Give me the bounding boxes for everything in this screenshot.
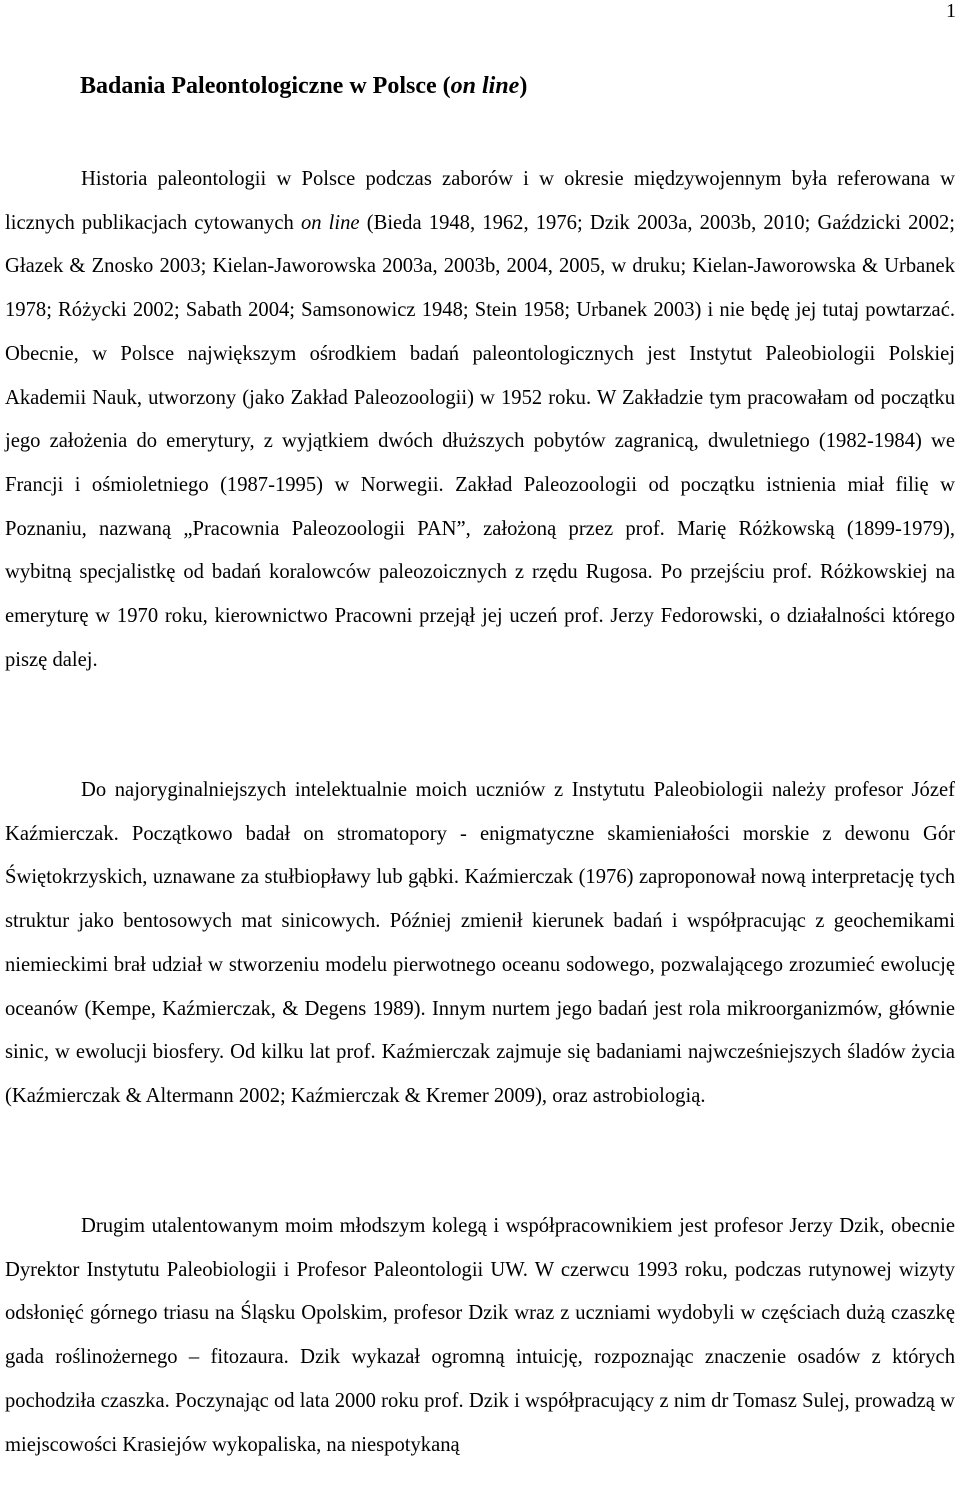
paragraph-history <box>5 158 955 682</box>
title-italic: on line <box>450 73 520 99</box>
title-main: Badania Paleontologiczne w Polsce ( <box>80 73 451 99</box>
document-title <box>80 70 527 102</box>
page-number: 1 <box>946 0 956 22</box>
paragraph-kazmierczak: Do najoryginalniejszych intelektualnie moich uczniów z Instytutu Paleobiologii należy profesor Józef Kaźmierczak. Początkowo badał on stromatopory - enigmatyczne skamieniałości morskie z dewonu Gór Świętokrzyskich, uznawane za stułbiopławy lub gąbki. Kaźmierczak (1976) zaproponował nową interpretację tych struktur jako bentosowych mat sinicowych. Później zmienił kierunek badań i współpracując z geochemikami niemieckimi brał udział w stworzeniu modelu pierwotnego oceanu sodowego, pozwalającego zrozumieć ewolucję oceanów (Kempe, Kaźmierczak, & Degens 1989). Innym nurtem jego badań jest rola mikroorganizmów, głównie sinic, w ewolucji biosfery. Od kilku lat prof. Kaźmierczak zajmuje się badaniami najwcześniejszych śladów życia (Kaźmierczak & Altermann 2002; Kaźmierczak & Kremer 2009), oraz astrobiologią. <box>5 779 955 1107</box>
paragraph-history-italic: on line <box>300 211 360 234</box>
paragraph-dzik: Drugim utalentowanym moim młodszym kolegą i współpracownikiem jest profesor Jerzy Dzik, obecnie Dyrektor Instytutu Paleobiologii i Profesor Paleontologii UW. W czerwcu 1993 roku, podczas rutynowej wizyty odsłonięć górnego triasu na Śląsku Opolskim, profesor Dzik wraz z uczniami wydobyli w częściach dużą czaszkę gada roślinożernego – fitozaura. Dzik wykazał ogromną intuicję, rozpoznając znaczenie osadów z których pochodziła czaszka. Poczynając od lata 2000 roku prof. Dzik i współpracujący z nim dr Tomasz Sulej, prowadzą w miejscowości Krasiejów wykopaliska, na niespotykaną <box>5 1215 955 1456</box>
paragraph-history-text-b: (Bieda 1948, 1962, 1976; Dzik 2003a, 2003b, 2010; Gaździcki 2002; Głazek & Znosko 2003; Kielan-Jaworowska 2003a, 2003b, 2004, 2005, w druku; Kielan-Jaworowska & Urbanek 1978; Różycki 2002; Sabath 2004; Samsonowicz 1948; Stein 1958; Urbanek 2003) i nie będę jej tutaj powtarzać. Obecnie, w Polsce największym ośrodkiem badań paleontologicznych jest Instytut Paleobiologii Polskiej Akademii Nauk, utworzony (jako Zakład Paleozoologii) w 1952 roku. W Zakładzie tym pracowałam od początku jego założenia do emerytury, z wyjątkiem dwóch dłuższych pobytów zagranicą, dwuletniego (1982-1984) we Francji i ośmioletniego (1987-1995) w Norwegii. Zakład Paleozoologii od początku istnienia miał filię w Poznaniu, nazwaną „Pracownia Paleozoologii PAN”, założoną przez prof. Marię Różkowską (1899-1979), wybitną specjalistkę od badań koralowców paleozoicznych z rzędu Rugosa. Po przejściu prof. Różkowskiej na emeryturę w 1970 roku, kierownictwo Pracowni przejął jej uczeń prof. Jerzy Fedorowski, o działalności którego piszę dalej. <box>5 211 956 671</box>
paragraph-history-text-a: Historia paleontologii w Polsce podczas zaborów i w okresie międzywojennym była referowana w licznych publikacjach cytowanych <box>5 168 955 234</box>
title-close: ) <box>519 73 528 99</box>
